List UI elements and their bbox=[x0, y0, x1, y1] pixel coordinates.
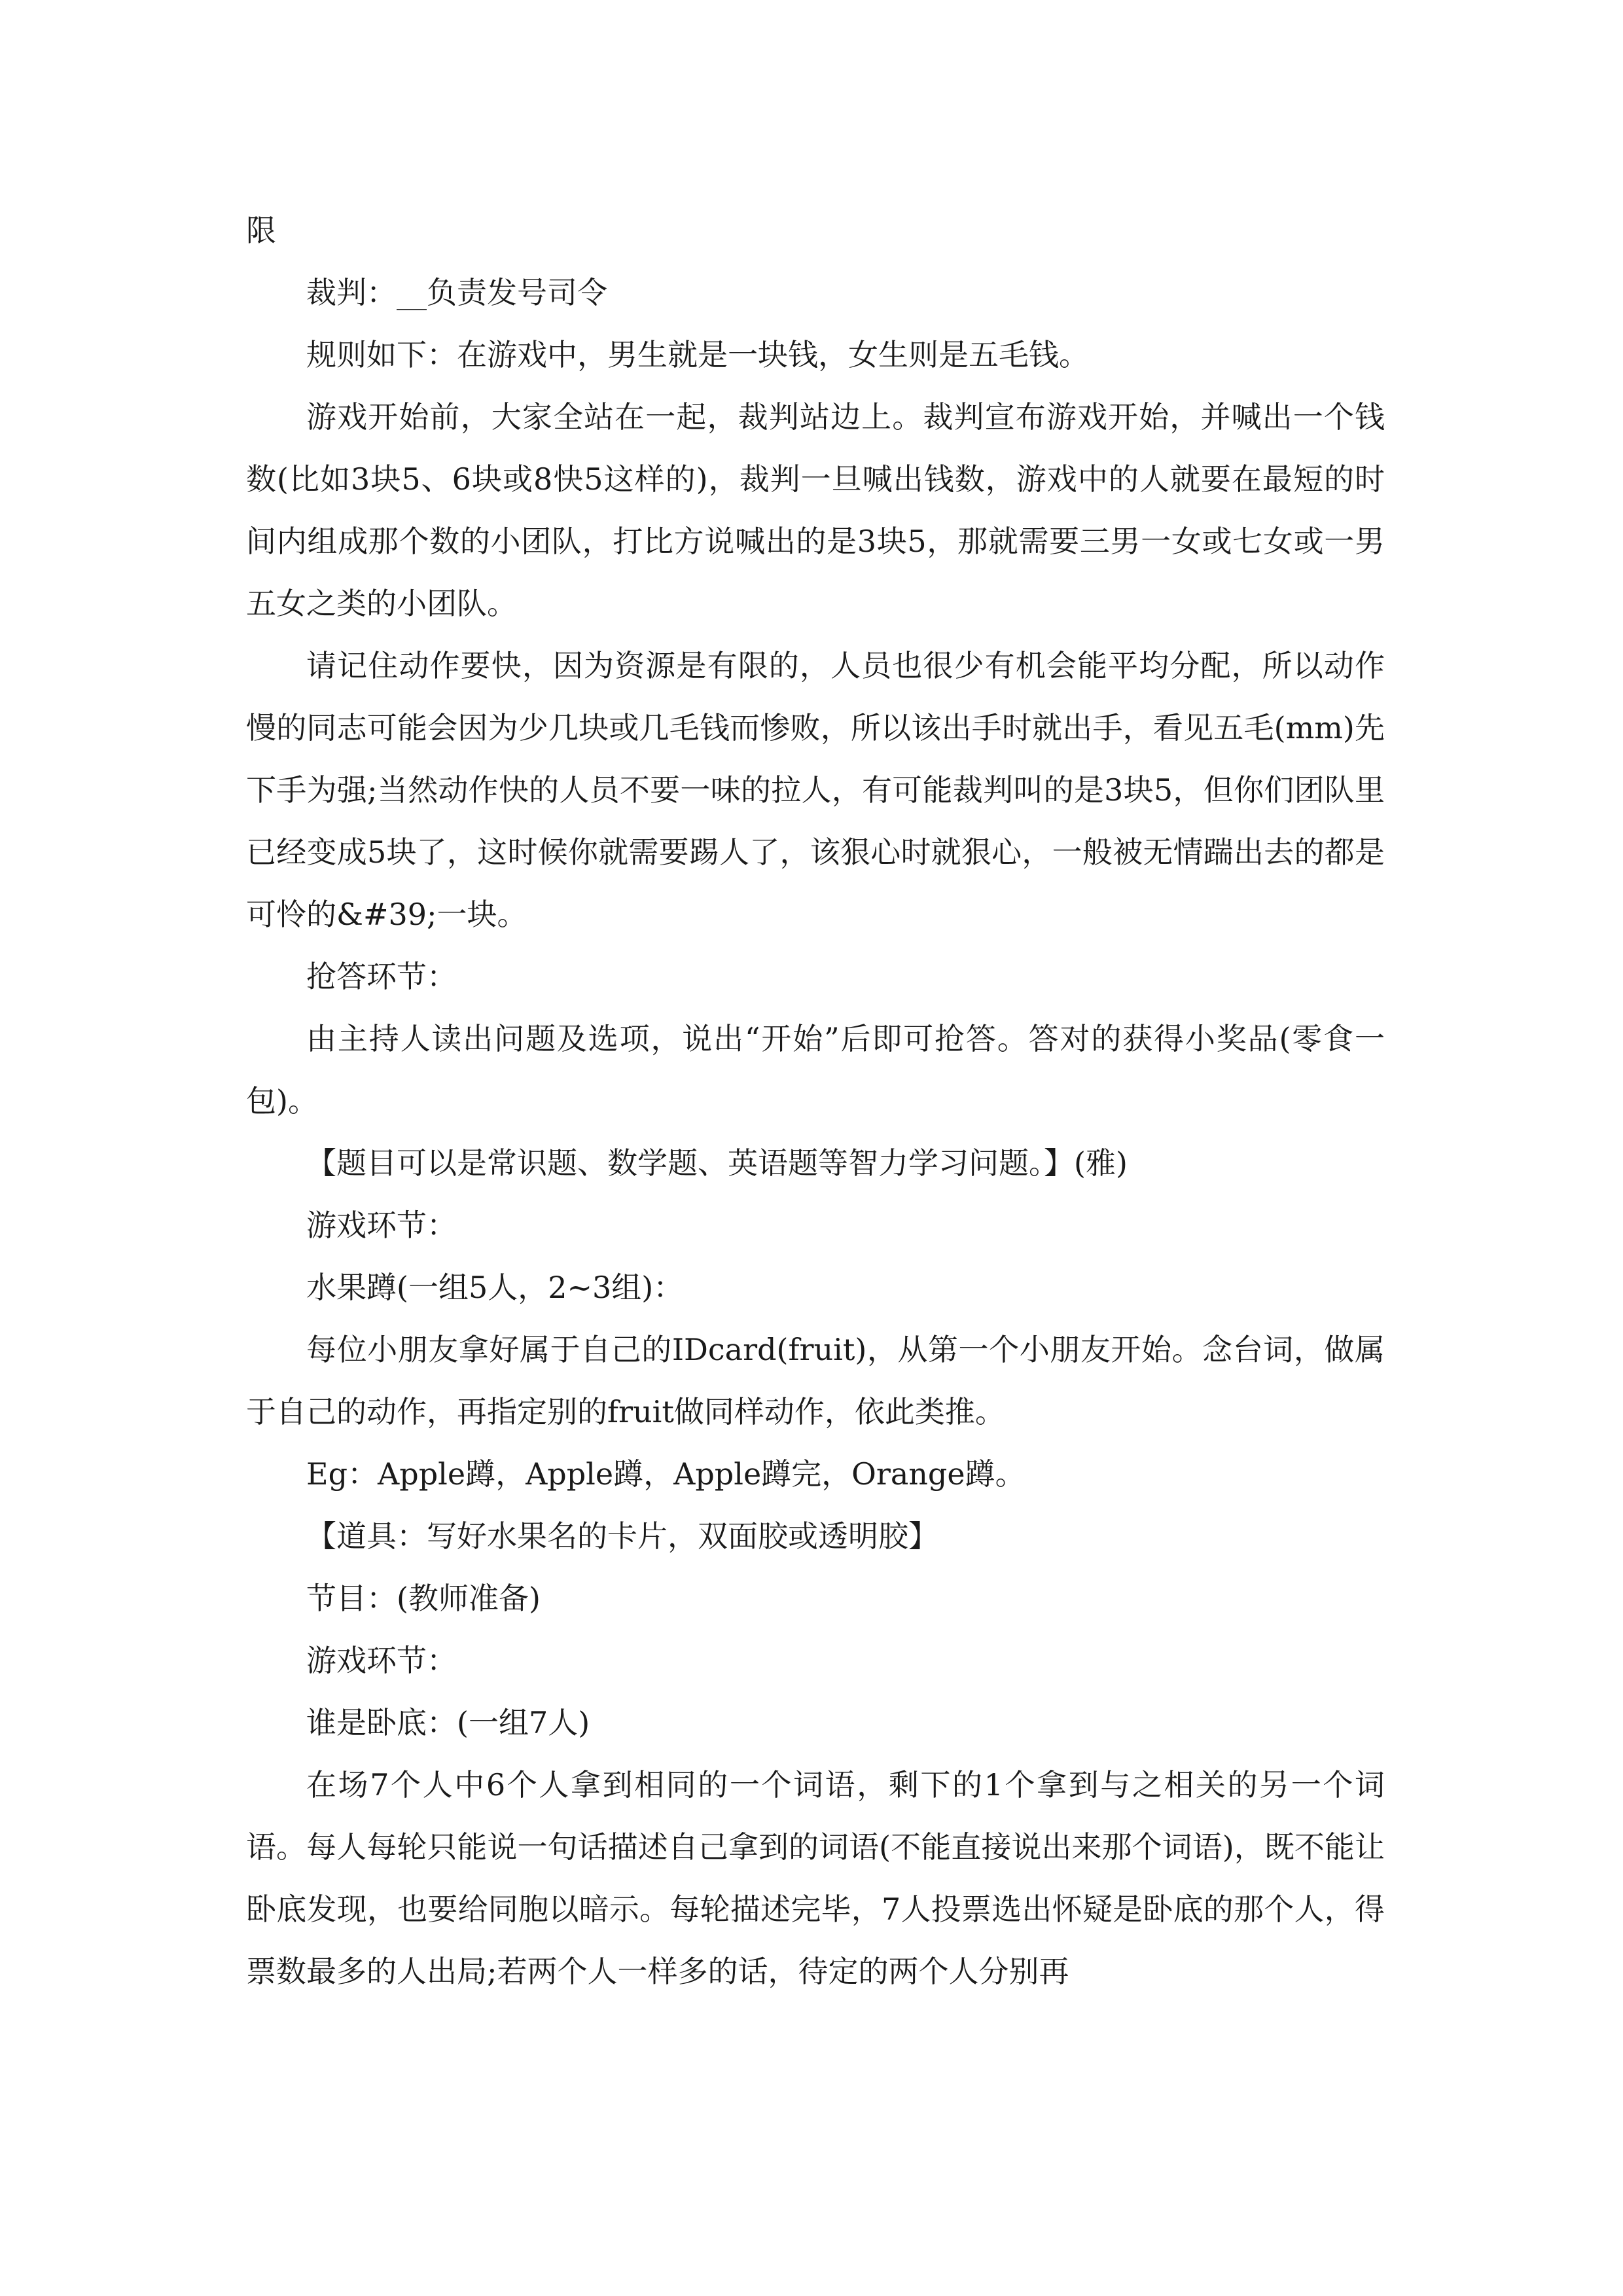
document-body bbox=[246, 200, 1385, 2003]
section-heading-game: 游戏环节： bbox=[306, 1208, 457, 1243]
section-heading-game-2: 游戏环节： bbox=[306, 1643, 457, 1678]
paragraph-quiz-note: 【题目可以是常识题、数学题、英语题等智力学习问题。】(雅) bbox=[306, 1145, 1128, 1181]
paragraph-fruit-squat-example: Eg：Apple蹲，Apple蹲，Apple蹲完，Orange蹲。 bbox=[306, 1456, 1026, 1492]
paragraph-rules: 规则如下：在游戏中，男生就是一块钱，女生则是五毛钱。 bbox=[306, 337, 1089, 372]
game-title-fruit-squat: 水果蹲(一组5人，2~3组)： bbox=[306, 1270, 684, 1305]
paragraph-continuation: 限 bbox=[246, 213, 276, 248]
paragraph-props: 【道具：写好水果名的卡片，双面胶或透明胶】 bbox=[306, 1518, 938, 1554]
paragraph-fruit-squat-rules: 每位小朋友拿好属于自己的IDcard(fruit)，从第一个小朋友开始。念台词，做属于自己的动作，再指定别的fruit做同样动作，依此类推。 bbox=[246, 1332, 1385, 1429]
paragraph-referee: 裁判：__负责发号司令 bbox=[306, 275, 607, 310]
paragraph-game-start: 游戏开始前，大家全站在一起，裁判站边上。裁判宣布游戏开始，并喊出一个钱数(比如3块5、6块或8快5这样的)，裁判一旦喊出钱数，游戏中的人就要在最短的时间内组成那个数的小团队，打比方说喊出的是3块5，那就需要三男一女或七女或一男五女之类的小团队。 bbox=[246, 399, 1385, 621]
game-title-undercover: 谁是卧底：(一组7人) bbox=[306, 1705, 590, 1740]
paragraph-tips: 请记住动作要快，因为资源是有限的，人员也很少有机会能平均分配，所以动作慢的同志可能会因为少几块或几毛钱而惨败，所以该出手时就出手，看见五毛(mm)先下手为强;当然动作快的人员不要一味的拉人，有可能裁判叫的是3块5，但你们团队里已经变成5块了，这时候你就需要踢人了，该狠心时就狠心，一般被无情踹出去的都是可怜的&#39;一块。 bbox=[246, 648, 1385, 932]
paragraph-program: 节目：(教师准备) bbox=[306, 1581, 541, 1616]
section-heading-quiz: 抢答环节： bbox=[306, 959, 457, 994]
paragraph-quiz-rules: 由主持人读出问题及选项，说出“开始”后即可抢答。答对的获得小奖品(零食一包)。 bbox=[246, 1021, 1385, 1119]
paragraph-undercover-rules: 在场7个人中6个人拿到相同的一个词语，剩下的1个拿到与之相关的另一个词语。每人每轮只能说一句话描述自己拿到的词语(不能直接说出来那个词语)，既不能让卧底发现，也要给同胞以暗示。每轮描述完毕，7人投票选出怀疑是卧底的那个人，得票数最多的人出局;若两个人一样多的话，待定的两个人分别再 bbox=[246, 1767, 1385, 1989]
